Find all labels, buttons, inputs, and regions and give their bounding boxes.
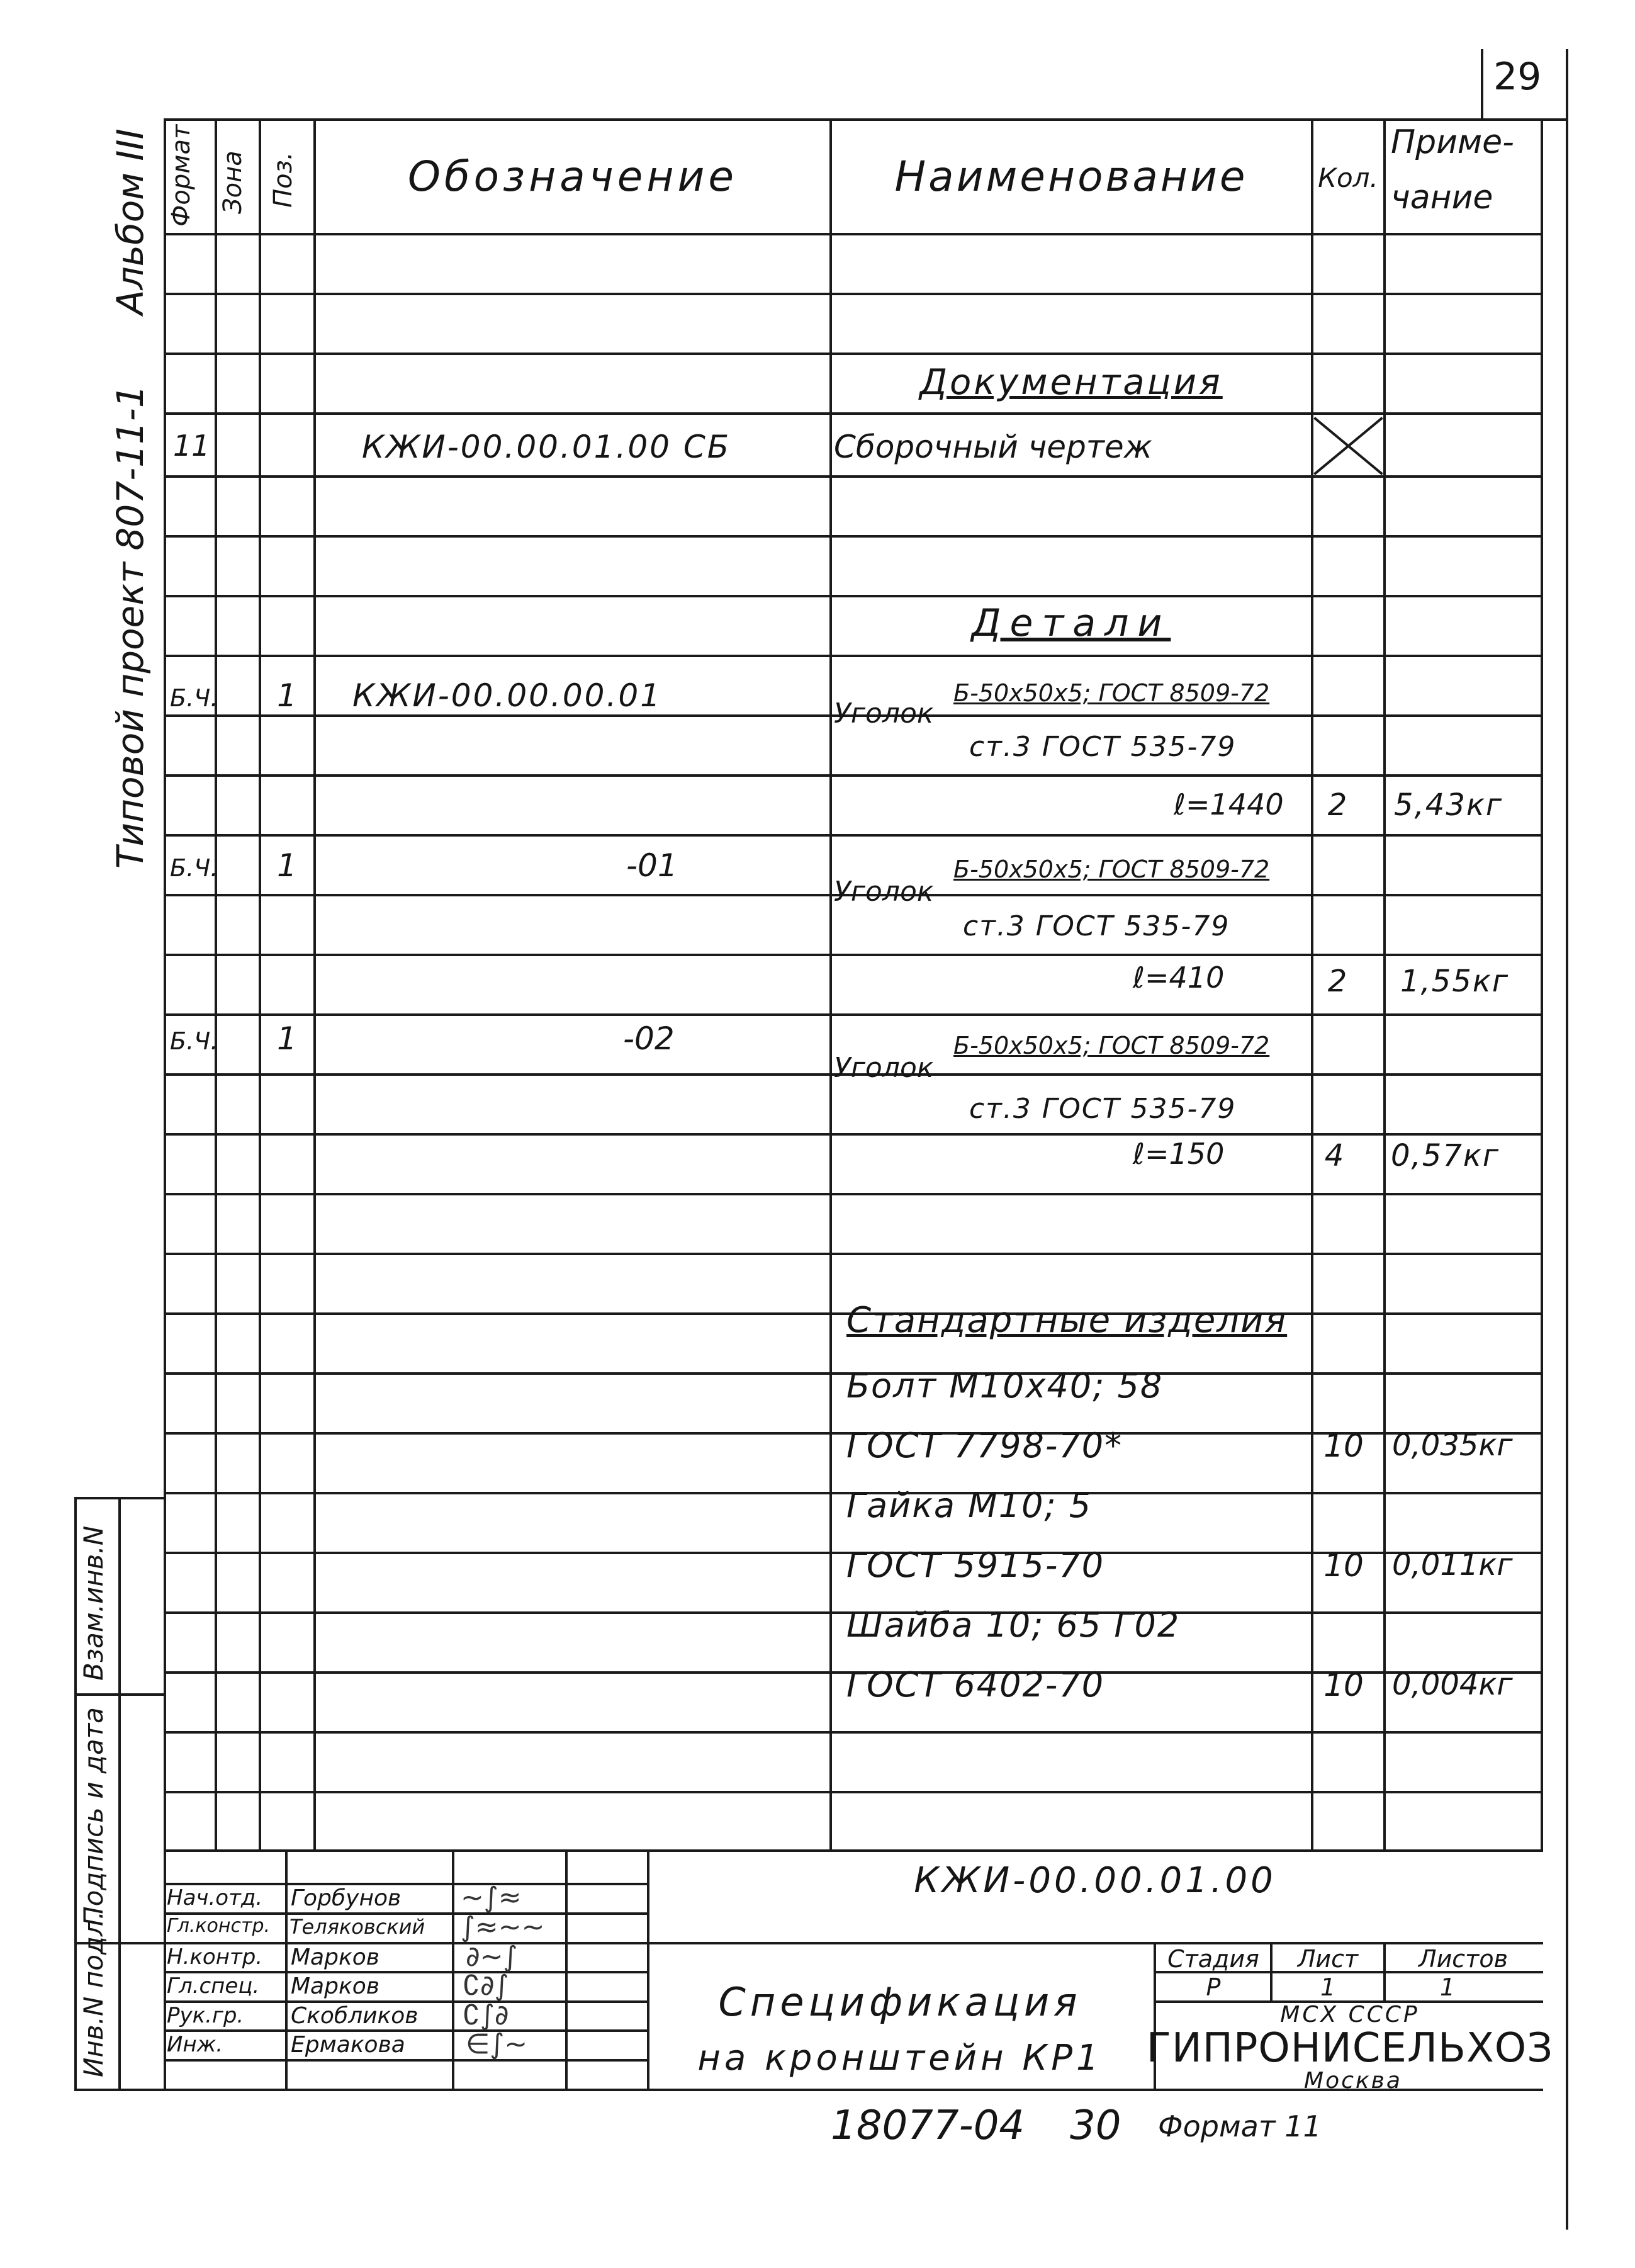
signature-2: ∫≈∼∼ <box>461 1911 545 1943</box>
detail-2-qty: 2 <box>1327 964 1347 999</box>
std-item-2-name: ГОСТ 7798-70* <box>846 1426 1123 1465</box>
order-number: 18077-04 <box>831 2102 1025 2149</box>
detail-2-format: Б.Ч. <box>170 854 218 882</box>
doc-format: 11 <box>173 429 210 463</box>
doc-name: Сборочный чертеж <box>834 429 1152 465</box>
detail-2-designation: -01 <box>626 847 678 884</box>
header-note-1: Приме- <box>1391 123 1514 161</box>
detail-1-pos: 1 <box>277 677 297 714</box>
detail-2-name-word: Уголок <box>834 876 934 908</box>
staff-6-role: Инж. <box>167 2032 223 2057</box>
sheets-label: Листов <box>1419 1945 1508 1973</box>
staff-4-role: Гл.спец. <box>167 1973 260 1999</box>
std-item-2-qty: 10 <box>1323 1428 1364 1464</box>
staff-3-name: Марков <box>291 1944 379 1970</box>
detail-3-profile: Б-50х50х5; ГОСТ 8509-72 <box>953 1032 1270 1059</box>
std-item-4-name: ГОСТ 5915-70 <box>846 1545 1105 1585</box>
std-item-6-qty: 10 <box>1323 1667 1364 1703</box>
detail-3-length: ℓ=150 <box>1133 1137 1225 1171</box>
detail-1-length: ℓ=1440 <box>1174 787 1284 821</box>
signature-4: ∁∂∫ <box>463 1970 509 2002</box>
std-item-3-name: Гайка М10; 5 <box>846 1486 1093 1525</box>
staff-2-name: Теляковский <box>289 1915 425 1939</box>
section-documentation: Документация <box>919 362 1223 403</box>
std-item-6-name: ГОСТ 6402-70 <box>846 1665 1105 1705</box>
std-item-5-name: Шайба 10; 65 Г02 <box>846 1605 1181 1645</box>
sheet-label: Лист <box>1297 1945 1359 1973</box>
std-item-4-qty: 10 <box>1323 1547 1364 1584</box>
header-name: Наименование <box>894 152 1248 201</box>
copy-number: 30 <box>1070 2102 1121 2149</box>
detail-1-name-word: Уголок <box>834 697 934 730</box>
sheet-value: 1 <box>1320 1973 1336 2001</box>
page-number: 29 <box>1493 55 1542 99</box>
staff-1-name: Горбунов <box>291 1885 402 1911</box>
replacement-inv-label: Взам.инв.N <box>78 1525 109 1681</box>
staff-5-role: Рук.гр. <box>167 2003 244 2028</box>
detail-3-format: Б.Ч. <box>170 1027 218 1055</box>
header-qty: Кол. <box>1318 162 1378 193</box>
detail-1-qty: 2 <box>1327 787 1347 823</box>
std-item-1-name: Болт М10х40; 58 <box>846 1366 1164 1406</box>
album-label: Альбом III <box>109 128 152 315</box>
detail-2-steel: ст.3 ГОСТ 535-79 <box>963 910 1230 942</box>
format-label: Формат 11 <box>1158 2109 1322 2143</box>
section-standard: Стандартные изделия <box>846 1300 1288 1341</box>
staff-3-role: Н.контр. <box>167 1944 263 1970</box>
stage-label: Стадия <box>1167 1945 1259 1973</box>
project-label: Типовой проект 807-11-1 <box>109 385 152 869</box>
detail-2-profile: Б-50х50х5; ГОСТ 8509-72 <box>953 855 1270 883</box>
signature-1: ~∫≈ <box>461 1882 522 1914</box>
detail-3-pos: 1 <box>277 1020 297 1057</box>
detail-1-steel: ст.3 ГОСТ 535-79 <box>969 731 1237 763</box>
section-details: Детали <box>971 601 1171 645</box>
detail-2-length: ℓ=410 <box>1133 961 1225 995</box>
staff-5-name: Скобликов <box>291 2003 419 2029</box>
doc-number: КЖИ-00.00.01.00 <box>914 1860 1276 1901</box>
detail-1-mass: 5,43кг <box>1394 787 1503 823</box>
detail-3-name-word: Уголок <box>834 1052 934 1084</box>
header-zone: Зона <box>218 150 247 214</box>
detail-3-steel: ст.3 ГОСТ 535-79 <box>969 1093 1237 1125</box>
detail-2-pos: 1 <box>277 847 297 884</box>
signature-3: ∂∼∫ <box>466 1941 518 1973</box>
doc-designation: КЖИ-00.00.01.00 СБ <box>362 429 731 465</box>
std-item-6-mass: 0,004кг <box>1392 1667 1513 1702</box>
signature-date-label: Подпись и дата <box>78 1707 109 1926</box>
ministry: МСХ СССР <box>1280 2002 1420 2028</box>
detail-1-profile: Б-50х50х5; ГОСТ 8509-72 <box>953 679 1270 707</box>
detail-1-designation: КЖИ-00.00.00.01 <box>352 677 662 714</box>
std-item-4-mass: 0,011кг <box>1392 1547 1513 1583</box>
inv-original-label: Инв.N подл. <box>78 1910 109 2077</box>
signature-6: ∈∫∼ <box>466 2028 528 2060</box>
staff-4-name: Марков <box>291 1973 379 1999</box>
header-designation: Обозначение <box>408 152 738 201</box>
sheets-value: 1 <box>1439 1973 1456 2001</box>
std-item-2-mass: 0,035кг <box>1392 1428 1513 1463</box>
header-pos: Поз. <box>269 152 298 208</box>
header-format: Формат <box>167 124 196 227</box>
detail-1-format: Б.Ч. <box>170 684 218 712</box>
title-line-2: на кронштейн КР1 <box>697 2038 1103 2079</box>
detail-2-mass: 1,55кг <box>1400 964 1510 999</box>
staff-2-role: Гл.констр. <box>167 1915 271 1937</box>
detail-3-qty: 4 <box>1324 1138 1344 1173</box>
signature-5: ∁∫∂ <box>463 1999 509 2031</box>
staff-1-role: Нач.отд. <box>167 1885 263 1910</box>
organization: ГИПРОНИСЕЛЬХОЗ <box>1146 2025 1554 2072</box>
detail-3-mass: 0,57кг <box>1391 1138 1500 1173</box>
staff-6-name: Ермакова <box>291 2032 405 2058</box>
header-note-2: чание <box>1391 179 1493 217</box>
city: Москва <box>1304 2068 1402 2094</box>
title-line-1: Спецификация <box>718 1979 1082 2025</box>
detail-3-designation: -02 <box>623 1020 675 1057</box>
stage-value: Р <box>1206 1973 1221 2001</box>
